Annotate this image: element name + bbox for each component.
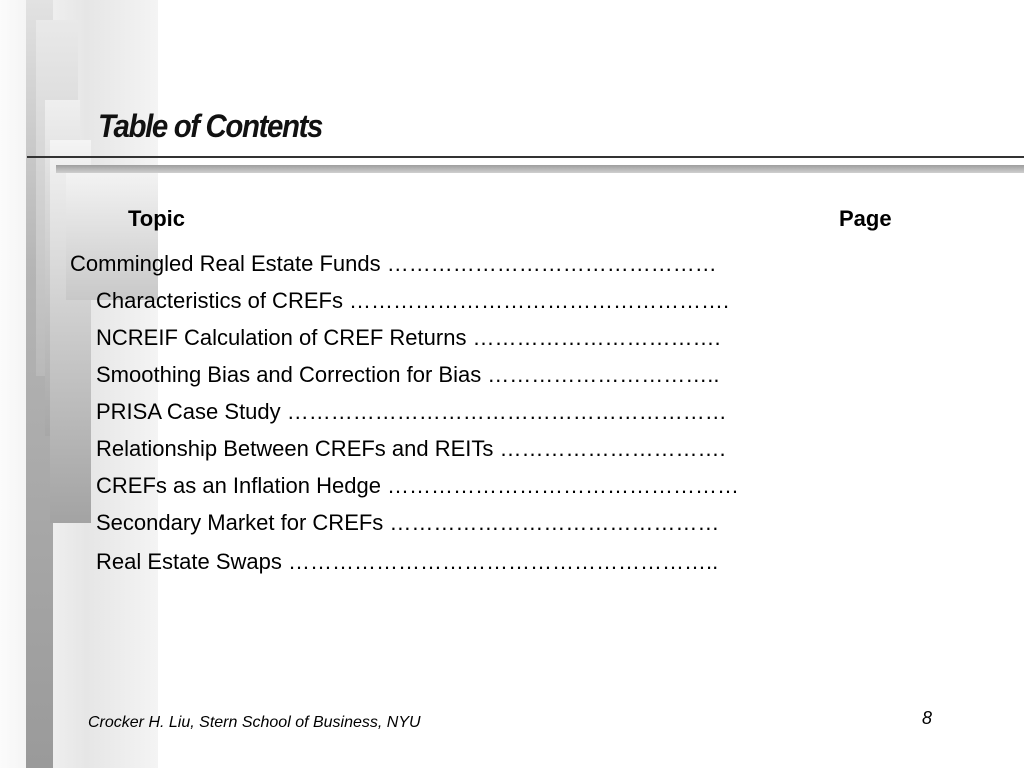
footer-credit: Crocker H. Liu, Stern School of Business, NYU [88, 714, 421, 731]
page-number: 8 [922, 708, 933, 728]
toc-item: Secondary Market for CREFs ……………………………………… [96, 510, 720, 535]
toc-item: CREFs as an Inflation Hedge ………………………………………… [96, 473, 740, 498]
toc-item: Real Estate Swaps ………………………………………………….. [96, 549, 719, 574]
toc-item: Characteristics of CREFs ……………………………………………. [96, 288, 730, 313]
column-header-topic: Topic [128, 206, 186, 231]
title-divider-shadow [56, 165, 1024, 173]
toc-item: PRISA Case Study …………………………………………………… [96, 399, 727, 424]
decorative-bar [66, 170, 158, 300]
toc-item: Smoothing Bias and Correction for Bias ………………………….. [96, 362, 720, 387]
slide-title: Table of Contents [98, 108, 323, 144]
column-header-page: Page [839, 206, 892, 231]
toc-item: Relationship Between CREFs and REITs …………………………. [96, 436, 726, 461]
title-divider [27, 156, 1024, 158]
toc-item: NCREIF Calculation of CREF Returns ……………………………. [96, 325, 721, 350]
toc-item: Commingled Real Estate Funds ……………………………………… [70, 251, 717, 276]
